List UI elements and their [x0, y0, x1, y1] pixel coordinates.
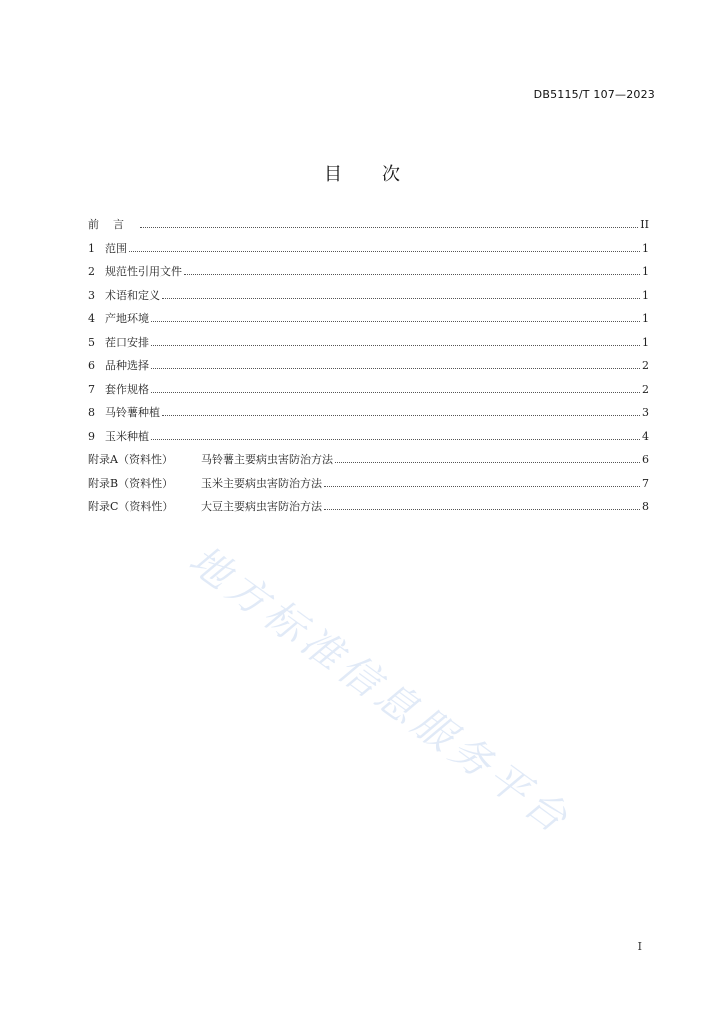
toc-leader	[151, 344, 640, 346]
toc-entry-page: 7	[642, 476, 649, 490]
toc-leader	[184, 273, 640, 275]
toc-entry-number: 2	[88, 265, 95, 278]
toc-entry-6[interactable]	[88, 357, 649, 381]
toc-leader	[151, 438, 640, 440]
toc-entry-2[interactable]	[88, 263, 649, 287]
toc-entry-label: 茬口安排	[105, 335, 149, 349]
toc-entry-5[interactable]	[88, 334, 649, 358]
toc-leader	[162, 414, 640, 416]
toc-appendix-title: 马铃薯主要病虫害防治方法	[201, 453, 333, 466]
toc-entry-9[interactable]	[88, 428, 649, 452]
toc-entry-label: 产地环境	[105, 312, 149, 325]
toc-title-char-1: 目	[324, 164, 342, 185]
toc-leader	[324, 485, 640, 487]
toc-leader	[151, 367, 640, 369]
toc-entry-page: 2	[642, 382, 649, 396]
toc-entry-number: 3	[88, 288, 95, 302]
toc-entry-number: 9	[88, 429, 95, 443]
toc-leader	[129, 250, 640, 252]
toc-entry-number: 6	[88, 359, 95, 372]
watermark: 地方标准信息服务平台	[180, 537, 580, 845]
toc-entry-label: 套作规格	[105, 382, 149, 396]
toc-appendix-prefix: 附录C（资料性）	[88, 500, 174, 513]
document-code: DB5115/T 107—2023	[533, 88, 655, 101]
toc-appendix-title: 大豆主要病虫害防治方法	[201, 500, 322, 513]
toc-entry-foreword[interactable]	[88, 216, 649, 240]
toc-entry-1[interactable]	[88, 240, 649, 264]
toc-entry-label: 范围	[105, 241, 127, 255]
toc-title	[0, 160, 724, 186]
toc-leader	[335, 461, 640, 463]
toc-entry-page: 1	[642, 288, 649, 302]
toc-entry-number: 4	[88, 312, 95, 325]
toc-entry-4[interactable]	[88, 310, 649, 334]
page-number: I	[637, 940, 642, 953]
toc-entry-label: 品种选择	[105, 359, 149, 372]
toc-appendix-prefix: 附录A（资料性）	[88, 453, 173, 466]
toc-title-char-2: 次	[382, 164, 400, 185]
toc-appendix-b[interactable]	[88, 475, 649, 499]
toc-entry-3[interactable]	[88, 287, 649, 311]
toc-appendix-c[interactable]	[88, 498, 649, 522]
toc-leader	[151, 391, 640, 393]
toc-entry-7[interactable]	[88, 381, 649, 405]
toc-entry-label: 玉米种植	[105, 429, 149, 443]
toc-entry-label: 术语和定义	[105, 288, 160, 302]
toc-entry-label: 马铃薯种植	[105, 406, 160, 419]
toc-list	[88, 216, 649, 522]
toc-entry-page: 1	[642, 312, 649, 325]
toc-entry-page: II	[640, 218, 649, 231]
toc-entry-number: 7	[88, 382, 95, 396]
toc-entry-label: 规范性引用文件	[105, 265, 182, 278]
toc-entry-number: 8	[88, 406, 95, 419]
toc-entry-page: 6	[642, 453, 649, 466]
toc-entry-page: 3	[642, 406, 649, 419]
toc-leader	[162, 297, 640, 299]
toc-entry-label: 前言	[88, 218, 138, 231]
toc-entry-number: 5	[88, 335, 95, 349]
toc-leader	[151, 320, 640, 322]
toc-entry-number: 1	[88, 241, 95, 255]
toc-entry-page: 1	[642, 241, 649, 255]
toc-entry-page: 2	[642, 359, 649, 372]
toc-entry-page: 1	[642, 335, 649, 349]
toc-entry-page: 8	[642, 500, 649, 513]
toc-leader	[140, 226, 638, 228]
toc-entry-page: 1	[642, 265, 649, 278]
toc-entry-page: 4	[642, 429, 649, 443]
toc-appendix-a[interactable]	[88, 451, 649, 475]
toc-appendix-title: 玉米主要病虫害防治方法	[201, 476, 322, 490]
toc-leader	[324, 508, 640, 510]
toc-entry-8[interactable]	[88, 404, 649, 428]
toc-appendix-prefix: 附录B（资料性）	[88, 476, 174, 490]
